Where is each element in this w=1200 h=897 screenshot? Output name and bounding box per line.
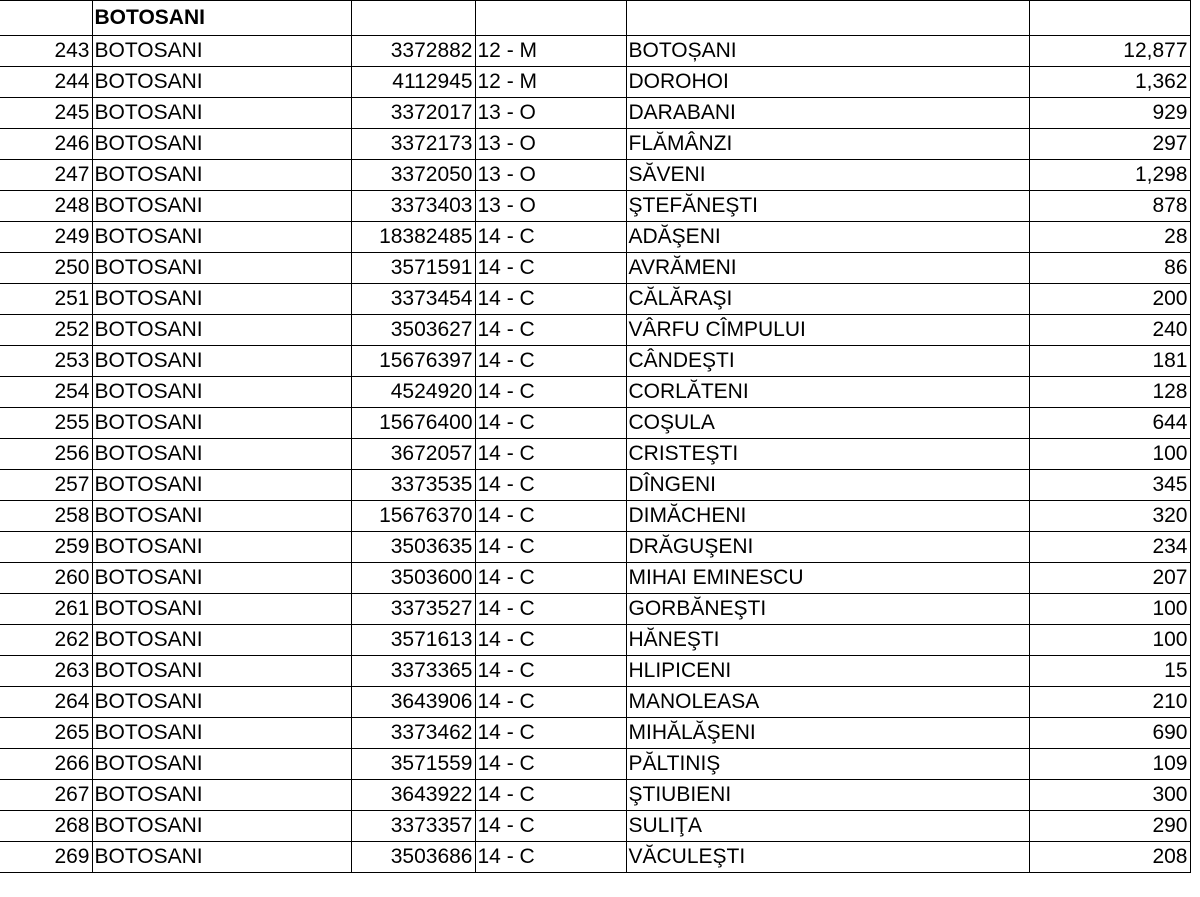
county-cell[interactable]: BOTOSANI xyxy=(92,129,351,160)
value-cell[interactable]: 320 xyxy=(1029,501,1190,532)
county-cell[interactable]: BOTOSANI xyxy=(92,780,351,811)
table-row xyxy=(0,780,1190,811)
county-cell[interactable]: BOTOSANI xyxy=(92,346,351,377)
table-row xyxy=(0,842,1190,873)
header-code-cell[interactable] xyxy=(351,1,475,36)
row-number-cell[interactable]: 249 xyxy=(0,222,92,253)
type-cell[interactable]: 14 - C xyxy=(475,656,626,687)
row-number-cell[interactable]: 244 xyxy=(0,67,92,98)
table-body xyxy=(0,1,1190,873)
code-cell[interactable]: 4524920 xyxy=(351,377,475,408)
type-cell[interactable]: 12 - M xyxy=(475,36,626,67)
value-cell[interactable]: 240 xyxy=(1029,315,1190,346)
county-cell[interactable]: BOTOSANI xyxy=(92,98,351,129)
code-cell[interactable]: 3643906 xyxy=(351,687,475,718)
county-cell[interactable]: BOTOSANI xyxy=(92,842,351,873)
row-number-cell[interactable]: 256 xyxy=(0,439,92,470)
code-cell[interactable]: 3373365 xyxy=(351,656,475,687)
table-row xyxy=(0,315,1190,346)
locality-name-cell[interactable]: COŞULA xyxy=(626,408,1029,439)
code-cell[interactable]: 15676370 xyxy=(351,501,475,532)
locality-name-cell[interactable]: CĂLĂRAŞI xyxy=(626,284,1029,315)
table-row xyxy=(0,594,1190,625)
code-cell[interactable]: 3372017 xyxy=(351,98,475,129)
row-number-cell[interactable]: 266 xyxy=(0,749,92,780)
type-cell[interactable]: 14 - C xyxy=(475,253,626,284)
type-cell[interactable]: 14 - C xyxy=(475,222,626,253)
county-cell[interactable]: BOTOSANI xyxy=(92,160,351,191)
county-cell[interactable]: BOTOSANI xyxy=(92,36,351,67)
county-cell[interactable]: BOTOSANI xyxy=(92,563,351,594)
type-cell[interactable]: 14 - C xyxy=(475,532,626,563)
value-cell[interactable]: 100 xyxy=(1029,625,1190,656)
type-cell[interactable]: 14 - C xyxy=(475,780,626,811)
value-cell[interactable]: 1,298 xyxy=(1029,160,1190,191)
row-number-cell[interactable]: 268 xyxy=(0,811,92,842)
table-row xyxy=(0,470,1190,501)
table-row xyxy=(0,67,1190,98)
county-cell[interactable]: BOTOSANI xyxy=(92,222,351,253)
row-number-cell[interactable]: 252 xyxy=(0,315,92,346)
type-cell[interactable]: 14 - C xyxy=(475,625,626,656)
row-number-cell[interactable]: 255 xyxy=(0,408,92,439)
code-cell[interactable]: 3373454 xyxy=(351,284,475,315)
type-cell[interactable]: 14 - C xyxy=(475,594,626,625)
value-cell[interactable]: 345 xyxy=(1029,470,1190,501)
value-cell[interactable]: 12,877 xyxy=(1029,36,1190,67)
row-number-cell[interactable]: 269 xyxy=(0,842,92,873)
table-row xyxy=(0,284,1190,315)
row-number-cell[interactable]: 243 xyxy=(0,36,92,67)
table-row xyxy=(0,408,1190,439)
county-cell[interactable]: BOTOSANI xyxy=(92,656,351,687)
locality-name-cell[interactable]: FLĂMÂNZI xyxy=(626,129,1029,160)
code-cell[interactable]: 3372882 xyxy=(351,36,475,67)
locality-name-cell[interactable]: DIMĂCHENI xyxy=(626,501,1029,532)
locality-name-cell[interactable]: ADĂŞENI xyxy=(626,222,1029,253)
value-cell[interactable]: 1,362 xyxy=(1029,67,1190,98)
row-number-cell[interactable]: 258 xyxy=(0,501,92,532)
value-cell[interactable]: 86 xyxy=(1029,253,1190,284)
table-row xyxy=(0,501,1190,532)
type-cell[interactable]: 14 - C xyxy=(475,284,626,315)
row-number-cell[interactable]: 264 xyxy=(0,687,92,718)
county-cell[interactable]: BOTOSANI xyxy=(92,687,351,718)
value-cell[interactable]: 181 xyxy=(1029,346,1190,377)
code-cell[interactable]: 3503686 xyxy=(351,842,475,873)
county-cell[interactable]: BOTOSANI xyxy=(92,377,351,408)
table-row xyxy=(0,129,1190,160)
code-cell[interactable]: 3503600 xyxy=(351,563,475,594)
code-cell[interactable]: 3373535 xyxy=(351,470,475,501)
locality-name-cell[interactable]: CÂNDEŞTI xyxy=(626,346,1029,377)
header-row xyxy=(0,1,1190,36)
locality-name-cell[interactable]: HĂNEŞTI xyxy=(626,625,1029,656)
value-cell[interactable]: 109 xyxy=(1029,749,1190,780)
code-cell[interactable]: 3373403 xyxy=(351,191,475,222)
code-cell[interactable]: 15676397 xyxy=(351,346,475,377)
row-number-cell[interactable]: 247 xyxy=(0,160,92,191)
row-number-cell[interactable]: 248 xyxy=(0,191,92,222)
county-cell[interactable]: BOTOSANI xyxy=(92,315,351,346)
code-cell[interactable]: 3643922 xyxy=(351,780,475,811)
table-row xyxy=(0,98,1190,129)
type-cell[interactable]: 13 - O xyxy=(475,191,626,222)
code-cell[interactable]: 3672057 xyxy=(351,439,475,470)
value-cell[interactable]: 644 xyxy=(1029,408,1190,439)
row-number-cell[interactable]: 251 xyxy=(0,284,92,315)
locality-name-cell[interactable]: CRISTEŞTI xyxy=(626,439,1029,470)
locality-name-cell[interactable]: BOTOȘANI xyxy=(626,36,1029,67)
table-row xyxy=(0,718,1190,749)
row-number-cell[interactable]: 260 xyxy=(0,563,92,594)
type-cell[interactable]: 14 - C xyxy=(475,749,626,780)
locality-name-cell[interactable]: VÂRFU CÎMPULUI xyxy=(626,315,1029,346)
locality-name-cell[interactable]: ŞTIUBIENI xyxy=(626,780,1029,811)
county-cell[interactable]: BOTOSANI xyxy=(92,718,351,749)
county-cell[interactable]: BOTOSANI xyxy=(92,470,351,501)
value-cell[interactable]: 878 xyxy=(1029,191,1190,222)
type-cell[interactable]: 13 - O xyxy=(475,98,626,129)
locality-name-cell[interactable]: MIHĂLĂŞENI xyxy=(626,718,1029,749)
type-cell[interactable]: 14 - C xyxy=(475,811,626,842)
type-cell[interactable]: 14 - C xyxy=(475,718,626,749)
row-number-cell[interactable]: 257 xyxy=(0,470,92,501)
county-cell[interactable]: BOTOSANI xyxy=(92,284,351,315)
type-cell[interactable]: 14 - C xyxy=(475,315,626,346)
locality-name-cell[interactable]: DÎNGENI xyxy=(626,470,1029,501)
code-cell[interactable]: 3571613 xyxy=(351,625,475,656)
type-cell[interactable]: 12 - M xyxy=(475,67,626,98)
code-cell[interactable]: 3373527 xyxy=(351,594,475,625)
table-row xyxy=(0,811,1190,842)
type-cell[interactable]: 14 - C xyxy=(475,501,626,532)
header-name-cell[interactable] xyxy=(626,1,1029,36)
county-cell[interactable]: BOTOSANI xyxy=(92,532,351,563)
table-row xyxy=(0,191,1190,222)
code-cell[interactable]: 3503627 xyxy=(351,315,475,346)
county-cell[interactable]: BOTOSANI xyxy=(92,253,351,284)
locality-name-cell[interactable]: SĂVENI xyxy=(626,160,1029,191)
locality-name-cell[interactable]: HLIPICENI xyxy=(626,656,1029,687)
county-cell[interactable]: BOTOSANI xyxy=(92,501,351,532)
code-cell[interactable]: 18382485 xyxy=(351,222,475,253)
value-cell[interactable]: 100 xyxy=(1029,439,1190,470)
row-number-cell[interactable]: 253 xyxy=(0,346,92,377)
type-cell[interactable]: 14 - C xyxy=(475,408,626,439)
code-cell[interactable]: 4112945 xyxy=(351,67,475,98)
value-cell[interactable]: 28 xyxy=(1029,222,1190,253)
row-number-cell[interactable]: 245 xyxy=(0,98,92,129)
value-cell[interactable]: 297 xyxy=(1029,129,1190,160)
table-row xyxy=(0,222,1190,253)
value-cell[interactable]: 290 xyxy=(1029,811,1190,842)
table-row xyxy=(0,687,1190,718)
locality-name-cell[interactable]: MANOLEASA xyxy=(626,687,1029,718)
locality-name-cell[interactable]: PĂLTINIŞ xyxy=(626,749,1029,780)
county-cell[interactable]: BOTOSANI xyxy=(92,191,351,222)
value-cell[interactable]: 207 xyxy=(1029,563,1190,594)
type-cell[interactable]: 13 - O xyxy=(475,160,626,191)
value-cell[interactable]: 208 xyxy=(1029,842,1190,873)
code-cell[interactable]: 3373462 xyxy=(351,718,475,749)
locality-name-cell[interactable]: DRĂGUŞENI xyxy=(626,532,1029,563)
county-cell[interactable]: BOTOSANI xyxy=(92,408,351,439)
row-number-cell[interactable]: 262 xyxy=(0,625,92,656)
header-county-cell[interactable]: BOTOSANI xyxy=(92,1,351,36)
locality-name-cell[interactable]: MIHAI EMINESCU xyxy=(626,563,1029,594)
table-row xyxy=(0,749,1190,780)
code-cell[interactable]: 3372173 xyxy=(351,129,475,160)
county-cell[interactable]: BOTOSANI xyxy=(92,749,351,780)
value-cell[interactable]: 234 xyxy=(1029,532,1190,563)
county-cell[interactable]: BOTOSANI xyxy=(92,811,351,842)
header-value-cell[interactable] xyxy=(1029,1,1190,36)
table-row xyxy=(0,346,1190,377)
type-cell[interactable]: 14 - C xyxy=(475,842,626,873)
county-cell[interactable]: BOTOSANI xyxy=(92,67,351,98)
table-row xyxy=(0,377,1190,408)
value-cell[interactable]: 100 xyxy=(1029,594,1190,625)
type-cell[interactable]: 14 - C xyxy=(475,377,626,408)
locality-name-cell[interactable]: VĂCULEŞTI xyxy=(626,842,1029,873)
locality-name-cell[interactable]: SULIŢA xyxy=(626,811,1029,842)
value-cell[interactable]: 200 xyxy=(1029,284,1190,315)
row-number-cell[interactable]: 265 xyxy=(0,718,92,749)
table-row xyxy=(0,253,1190,284)
code-cell[interactable]: 15676400 xyxy=(351,408,475,439)
code-cell[interactable]: 3503635 xyxy=(351,532,475,563)
value-cell[interactable]: 929 xyxy=(1029,98,1190,129)
county-cell[interactable]: BOTOSANI xyxy=(92,594,351,625)
row-number-cell[interactable]: 246 xyxy=(0,129,92,160)
table-row xyxy=(0,656,1190,687)
row-number-cell[interactable]: 263 xyxy=(0,656,92,687)
locality-name-cell[interactable]: ŞTEFĂNEŞTI xyxy=(626,191,1029,222)
table-row xyxy=(0,563,1190,594)
locality-name-cell[interactable]: CORLĂTENI xyxy=(626,377,1029,408)
table-row xyxy=(0,532,1190,563)
row-number-cell[interactable]: 267 xyxy=(0,780,92,811)
code-cell[interactable]: 3372050 xyxy=(351,160,475,191)
header-type-cell[interactable] xyxy=(475,1,626,36)
value-cell[interactable]: 128 xyxy=(1029,377,1190,408)
table-row xyxy=(0,160,1190,191)
type-cell[interactable]: 14 - C xyxy=(475,563,626,594)
code-cell[interactable]: 3373357 xyxy=(351,811,475,842)
row-number-cell[interactable]: 259 xyxy=(0,532,92,563)
row-number-cell[interactable]: 261 xyxy=(0,594,92,625)
table-row xyxy=(0,36,1190,67)
type-cell[interactable]: 14 - C xyxy=(475,470,626,501)
type-cell[interactable]: 14 - C xyxy=(475,687,626,718)
value-cell[interactable]: 690 xyxy=(1029,718,1190,749)
value-cell[interactable]: 300 xyxy=(1029,780,1190,811)
code-cell[interactable]: 3571559 xyxy=(351,749,475,780)
table-row xyxy=(0,439,1190,470)
locality-name-cell[interactable]: DARABANI xyxy=(626,98,1029,129)
code-cell[interactable]: 3571591 xyxy=(351,253,475,284)
table-row xyxy=(0,625,1190,656)
row-number-cell[interactable]: 250 xyxy=(0,253,92,284)
type-cell[interactable]: 14 - C xyxy=(475,346,626,377)
county-cell[interactable]: BOTOSANI xyxy=(92,625,351,656)
type-cell[interactable]: 14 - C xyxy=(475,439,626,470)
type-cell[interactable]: 13 - O xyxy=(475,129,626,160)
county-cell[interactable]: BOTOSANI xyxy=(92,439,351,470)
header-nr-cell[interactable] xyxy=(0,1,92,36)
locality-name-cell[interactable]: DOROHOI xyxy=(626,67,1029,98)
row-number-cell[interactable]: 254 xyxy=(0,377,92,408)
locality-name-cell[interactable]: AVRĂMENI xyxy=(626,253,1029,284)
value-cell[interactable]: 15 xyxy=(1029,656,1190,687)
locality-name-cell[interactable]: GORBĂNEŞTI xyxy=(626,594,1029,625)
value-cell[interactable]: 210 xyxy=(1029,687,1190,718)
